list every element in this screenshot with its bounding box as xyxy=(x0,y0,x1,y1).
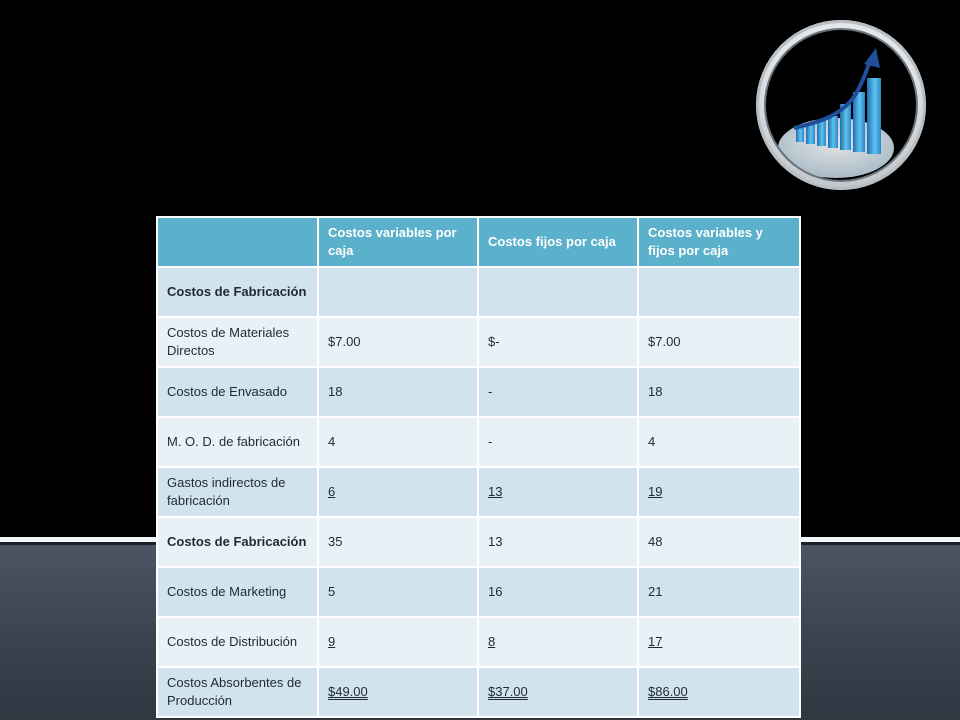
header-total-costs: Costos variables y fijos por caja xyxy=(638,217,800,267)
row-label: Costos Absorbentes de Producción xyxy=(157,667,318,717)
cell-total: $7.00 xyxy=(638,317,800,367)
table-row xyxy=(157,667,800,717)
cell-variable: 4 xyxy=(318,417,478,467)
cell-total: 19 xyxy=(638,467,800,517)
table-header-row xyxy=(157,217,800,267)
growth-bar-chart-icon xyxy=(766,30,916,180)
cell-variable: 9 xyxy=(318,617,478,667)
cell-total: $86.00 xyxy=(638,667,800,717)
row-label: Costos de Fabricación xyxy=(157,267,318,317)
cell-fixed: 16 xyxy=(478,567,638,617)
cell-total: 18 xyxy=(638,367,800,417)
table-row xyxy=(157,517,800,567)
row-label: Costos de Materiales Directos xyxy=(157,317,318,367)
table-row xyxy=(157,267,800,317)
cell-total xyxy=(638,267,800,317)
table-row xyxy=(157,417,800,467)
cell-total: 4 xyxy=(638,417,800,467)
cell-total: 21 xyxy=(638,567,800,617)
cell-fixed: - xyxy=(478,367,638,417)
cell-fixed: - xyxy=(478,417,638,467)
cell-total: 17 xyxy=(638,617,800,667)
logo-badge xyxy=(756,20,926,190)
cell-fixed: $- xyxy=(478,317,638,367)
cell-total: 48 xyxy=(638,517,800,567)
header-variable-costs: Costos variables por caja xyxy=(318,217,478,267)
cell-fixed: 8 xyxy=(478,617,638,667)
row-label: Costos de Distribución xyxy=(157,617,318,667)
cell-variable: 18 xyxy=(318,367,478,417)
header-fixed-costs: Costos fijos por caja xyxy=(478,217,638,267)
cell-fixed: $37.00 xyxy=(478,667,638,717)
cell-fixed: 13 xyxy=(478,517,638,567)
table-row xyxy=(157,467,800,517)
cell-variable: $49.00 xyxy=(318,667,478,717)
cell-variable: 5 xyxy=(318,567,478,617)
cost-table xyxy=(156,216,801,718)
cell-fixed xyxy=(478,267,638,317)
row-label: M. O. D. de fabricación xyxy=(157,417,318,467)
cell-variable xyxy=(318,267,478,317)
header-empty xyxy=(157,217,318,267)
cell-variable: 35 xyxy=(318,517,478,567)
cell-variable: $7.00 xyxy=(318,317,478,367)
cell-fixed: 13 xyxy=(478,467,638,517)
table-row xyxy=(157,617,800,667)
table-row xyxy=(157,367,800,417)
row-label: Costos de Fabricación xyxy=(157,517,318,567)
table-row xyxy=(157,317,800,367)
row-label: Gastos indirectos de fabricación xyxy=(157,467,318,517)
cell-variable: 6 xyxy=(318,467,478,517)
row-label: Costos de Marketing xyxy=(157,567,318,617)
table-row xyxy=(157,567,800,617)
row-label: Costos de Envasado xyxy=(157,367,318,417)
